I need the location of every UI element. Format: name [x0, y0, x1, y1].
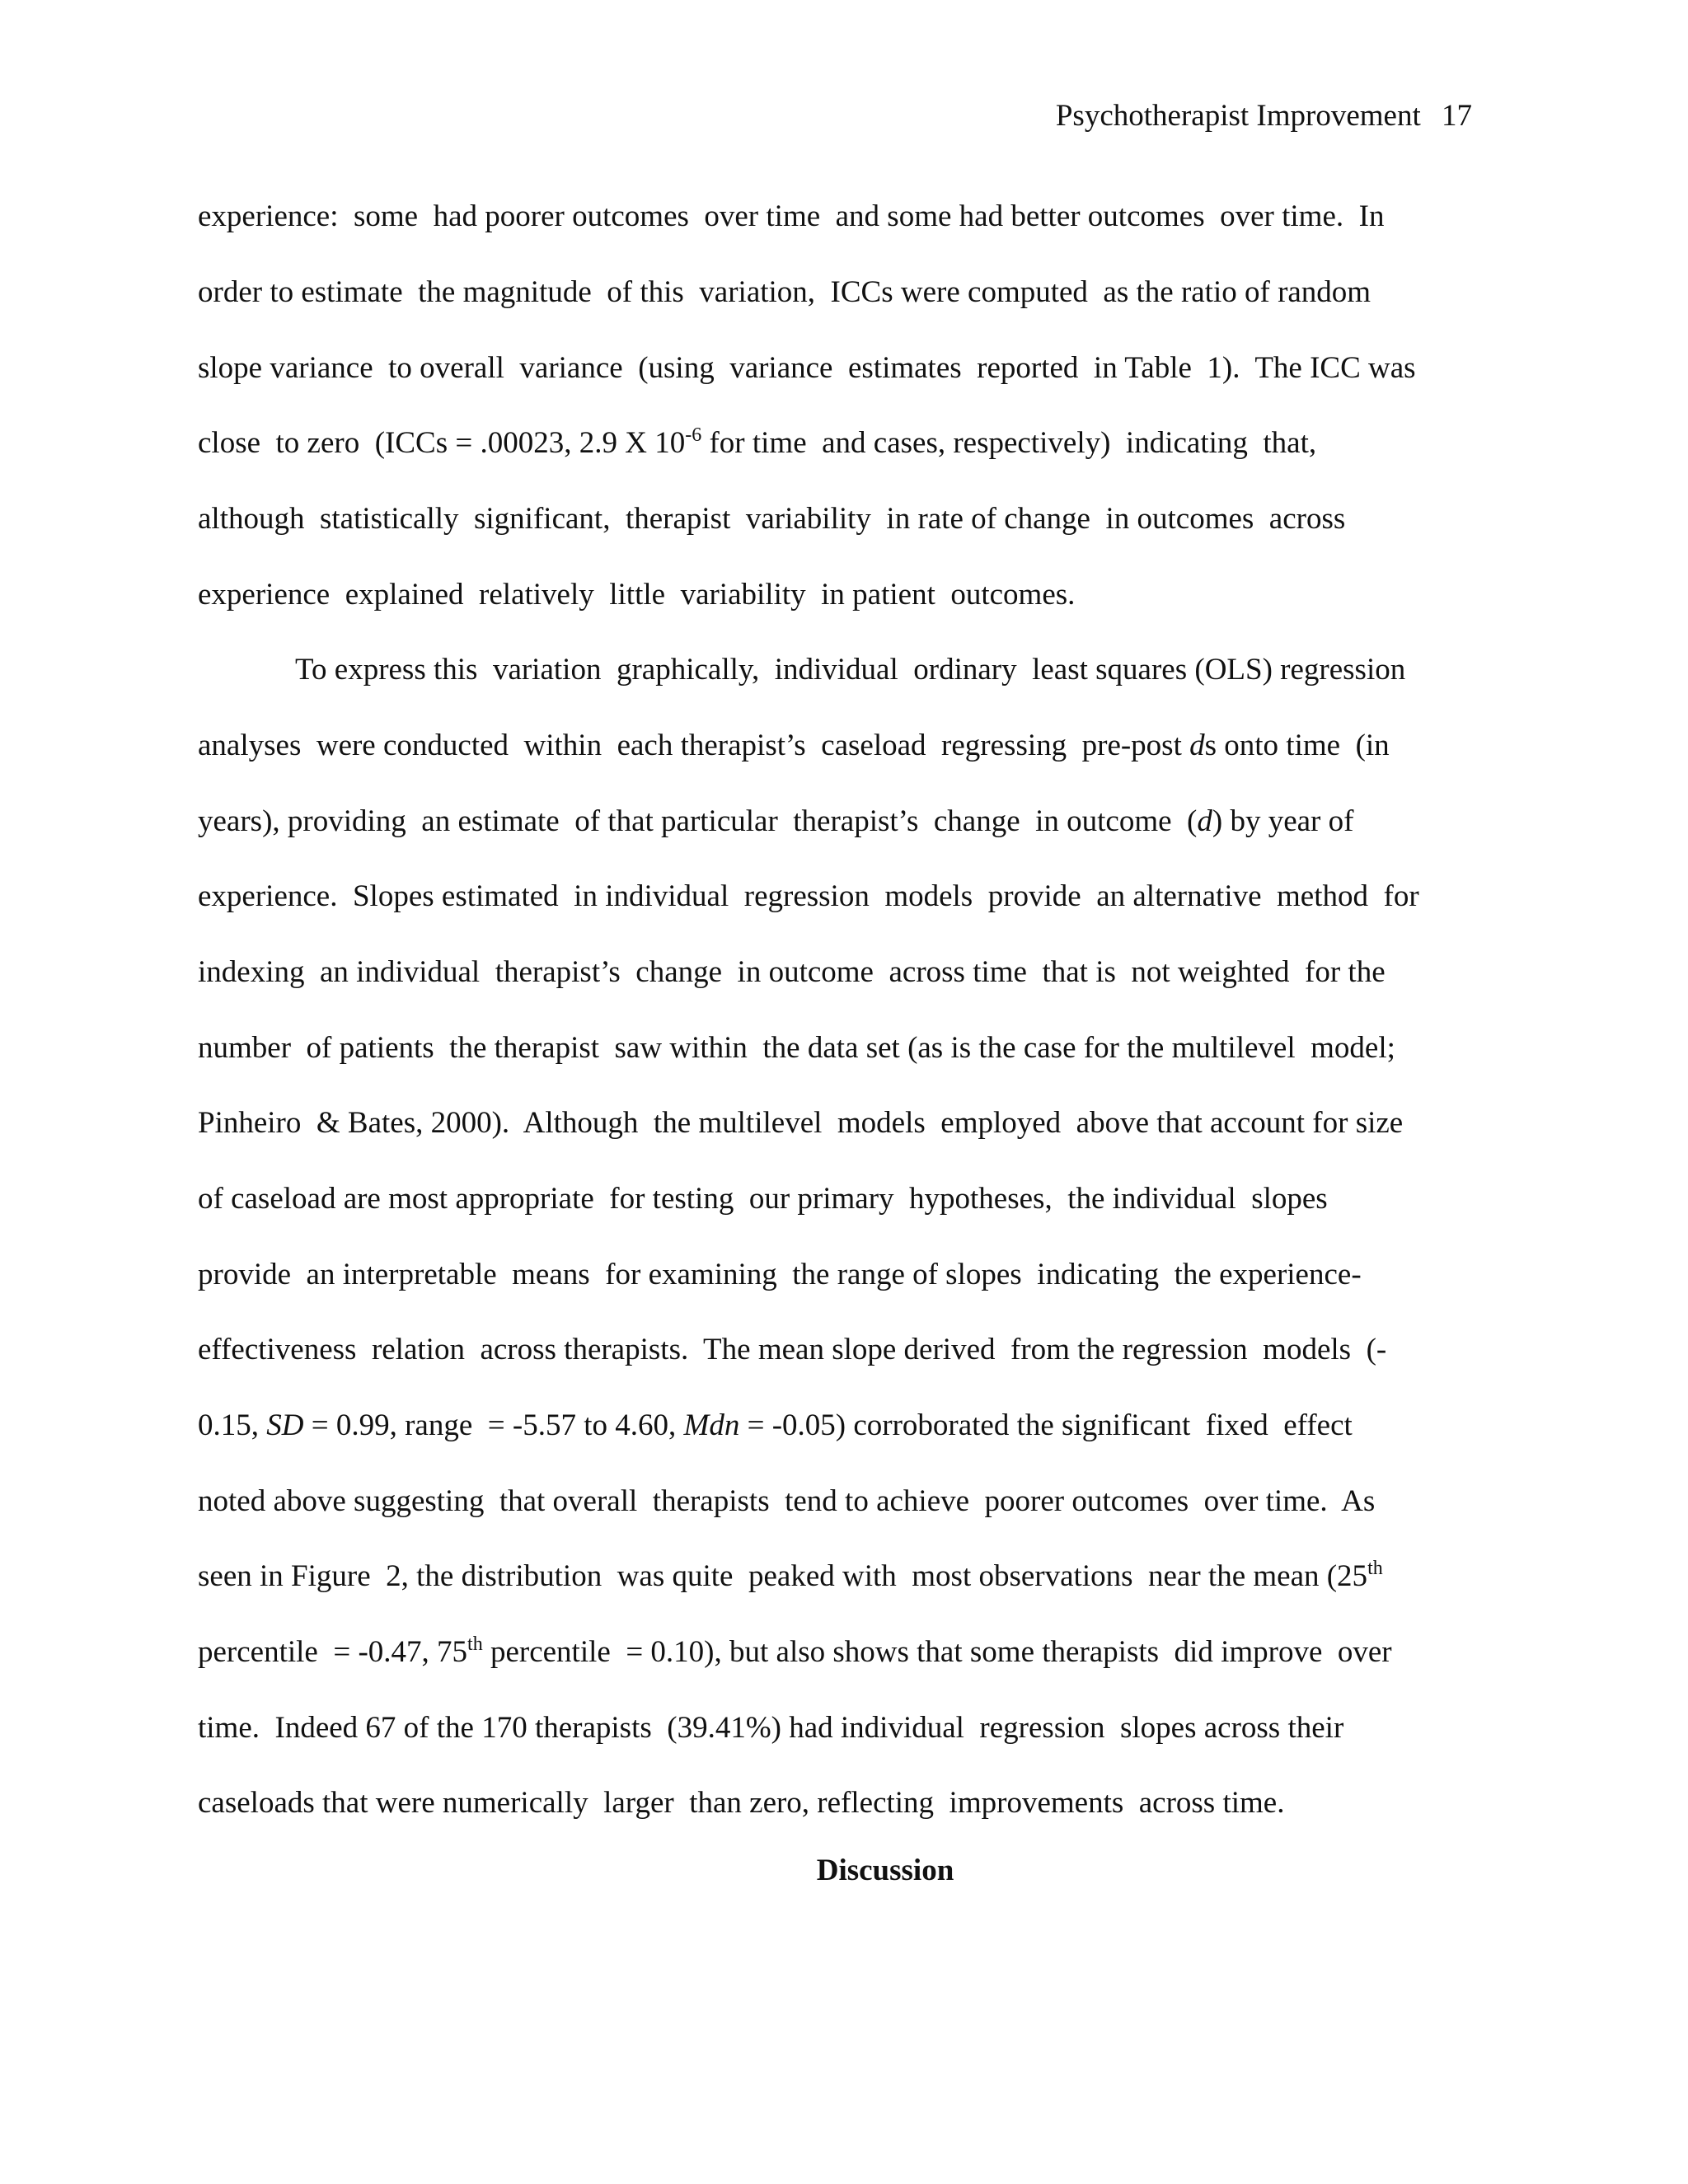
- text-run: effectiveness relation across therapists. The mean slope derived from the regression models (-: [198, 1333, 1387, 1366]
- paragraph-line: [198, 1405, 1353, 1446]
- paragraph-line: [198, 348, 1416, 389]
- text-run: To express this variation graphically, individual ordinary least squares (OLS) regression: [295, 653, 1406, 687]
- running-head: [1056, 96, 1472, 137]
- paragraph-line: [198, 1103, 1403, 1144]
- paragraph-line: [198, 196, 1384, 237]
- text-run: provide an interpretable means for examining the range of slopes indicating the experience-: [198, 1258, 1362, 1291]
- paragraph-line: [198, 801, 1353, 842]
- paragraph-line: [198, 1708, 1343, 1749]
- paragraph-line: [198, 1254, 1362, 1296]
- text-run: for time and cases, respectively) indicating that,: [701, 426, 1317, 460]
- superscript: th: [1367, 1558, 1383, 1579]
- paragraph-line: [198, 1556, 1383, 1597]
- text-run: = -0.05) corroborated the significant fixed effect: [739, 1408, 1353, 1442]
- text-run: ) by year of: [1212, 804, 1354, 838]
- superscript: -6: [685, 424, 702, 446]
- text-run: years), providing an estimate of that particular therapist’s change in outcome (: [198, 804, 1198, 838]
- paragraph-line: [198, 725, 1390, 766]
- paragraph-line: [198, 574, 1075, 616]
- paragraph-line: [198, 1028, 1395, 1069]
- italic-text: d: [1197, 804, 1212, 838]
- paragraph-line: [198, 1329, 1386, 1371]
- italic-text: d: [1189, 729, 1205, 762]
- text-run: percentile = -0.47, 75: [198, 1635, 468, 1669]
- text-run: of caseload are most appropriate for testing our primary hypotheses, the individual slopes: [198, 1182, 1328, 1216]
- paragraph-line: [198, 499, 1345, 540]
- text-run: time. Indeed 67 of the 170 therapists (39.41%) had individual regression slopes across their: [198, 1711, 1344, 1745]
- paragraph-line: [198, 1179, 1328, 1220]
- section-heading: Discussion: [816, 1854, 954, 1887]
- text-run: number of patients the therapist saw within the data set (as is the case for the multilevel model;: [198, 1031, 1395, 1065]
- paragraph-line: [198, 272, 1371, 313]
- text-run: s onto time (in: [1204, 729, 1390, 762]
- paragraph-line: [198, 952, 1386, 993]
- text-run: seen in Figure 2, the distribution was quite peaked with most observations near the mean (25: [198, 1559, 1368, 1593]
- text-run: percentile = 0.10), but also shows that some therapists did improve over: [482, 1635, 1392, 1669]
- italic-text: Mdn: [683, 1408, 740, 1442]
- paragraph-line: [198, 1481, 1375, 1522]
- text-run: experience explained relatively little variability in patient outcomes.: [198, 578, 1076, 612]
- text-run: = 0.99, range = -5.57 to 4.60,: [303, 1408, 684, 1442]
- text-run: 0.15,: [198, 1408, 267, 1442]
- text-run: order to estimate the magnitude of this variation, ICCs were computed as the ratio of random: [198, 275, 1372, 309]
- text-run: experience: some had poorer outcomes over time and some had better outcomes over time. In: [198, 199, 1385, 233]
- text-run: close to zero (ICCs = .00023, 2.9 X 10: [198, 426, 686, 460]
- text-run: analyses were conducted within each therapist’s caseload regressing pre-post: [198, 729, 1190, 762]
- text-run: noted above suggesting that overall therapists tend to achieve poorer outcomes over time. As: [198, 1484, 1376, 1518]
- paragraph-line: [295, 649, 1405, 691]
- text-run: Pinheiro & Bates, 2000). Although the multilevel models employed above that account for size: [198, 1106, 1404, 1140]
- paragraph-line: [198, 1783, 1284, 1824]
- italic-text: SD: [266, 1408, 304, 1442]
- running-head-title: Psychotherapist Improvement: [1055, 99, 1421, 133]
- text-run: experience. Slopes estimated in individual regression models provide an alternative method for: [198, 879, 1419, 913]
- text-run: caseloads that were numerically larger than zero, reflecting improvements across time.: [198, 1786, 1285, 1820]
- paragraph-line: [198, 1632, 1392, 1673]
- paragraph-line: [198, 423, 1316, 464]
- superscript: th: [467, 1633, 483, 1655]
- page-number: 17: [1442, 99, 1472, 133]
- text-run: although statistically significant, therapist variability in rate of change in outcomes across: [198, 502, 1346, 536]
- paragraph-line: [198, 876, 1419, 917]
- text-run: slope variance to overall variance (using variance estimates reported in Table 1). The ICC was: [198, 351, 1416, 385]
- text-run: indexing an individual therapist’s change in outcome across time that is not weighted for the: [198, 955, 1386, 989]
